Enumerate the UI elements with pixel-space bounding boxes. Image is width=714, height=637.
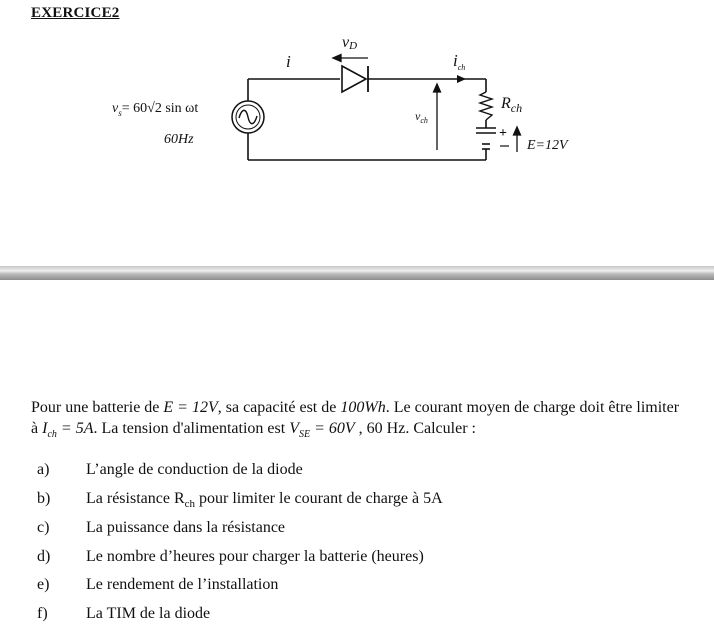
question-text: Le rendement de l’installation	[86, 576, 279, 593]
exercise-title: EXERCICE2	[31, 5, 120, 21]
question-text: L’angle de conduction de la diode	[86, 461, 303, 478]
question-letter: c)	[37, 519, 50, 536]
question-letter: f)	[37, 605, 48, 622]
vd-label: vD	[342, 34, 358, 52]
source-equation: $v_s= 60√2$ sin ωt	[112, 101, 199, 118]
ac-source-symbol	[232, 101, 264, 133]
question-text: Le nombre d’heures pour charger la batterie (heures)	[86, 548, 424, 565]
ich-arrow-head	[457, 75, 466, 83]
battery-plus-label: +	[499, 126, 507, 141]
question-letter: a)	[37, 461, 50, 478]
battery-emf-label: E=12V	[527, 138, 568, 153]
question-text: La résistance $R_{ch}$ pour limiter le courant de charge à 5A	[86, 490, 443, 511]
question-letter: b)	[37, 490, 51, 507]
battery-symbol	[476, 128, 496, 149]
problem-statement: Pour une batterie de E = 12V, sa capacité est de 100Wh. Le courant moyen de charge doit être limiter à $I_{ch} = 5A$. La tension d'alimentation est $V_{SE} = 60V$ , 60 Hz. Calculer :	[31, 399, 680, 441]
question-letter: e)	[37, 576, 50, 593]
question-letter: d)	[37, 548, 51, 565]
question-text: La puissance dans la résistance	[86, 519, 286, 536]
e-arrow-head	[514, 127, 521, 135]
ich-label: $i_{ch}$	[453, 51, 466, 72]
vd-arrow-head	[333, 55, 341, 62]
vch-label: $v_{ch}$	[415, 109, 428, 125]
source-frequency: 60Hz	[164, 132, 194, 147]
diode-symbol	[342, 66, 368, 92]
rch-label: $R_{ch}$	[501, 95, 523, 115]
circuit-diagram	[0, 0, 714, 260]
question-text: La TIM de la diode	[86, 605, 211, 622]
vch-arrow-head	[434, 84, 441, 92]
current-i-label: i	[286, 52, 291, 71]
section-separator	[0, 266, 714, 280]
resistor-symbol	[480, 92, 492, 120]
